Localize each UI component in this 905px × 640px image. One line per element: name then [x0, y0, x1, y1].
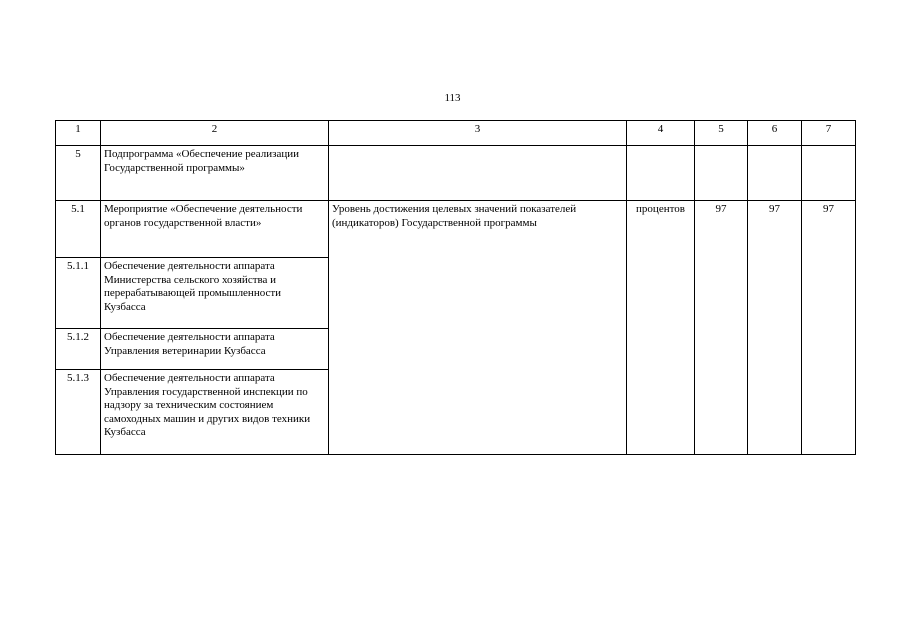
indicator-cell: Уровень достижения целевых значений показателей (индикаторов) Государственной программы	[329, 201, 627, 455]
row-name: Мероприятие «Обеспечение деятельности органов государственной власти»	[101, 201, 329, 258]
row-number: 5.1.2	[56, 329, 101, 370]
header-cell: 1	[56, 121, 101, 146]
page-number: 113	[444, 92, 461, 104]
row-number: 5.1.3	[56, 370, 101, 455]
value-cell: 97	[695, 201, 748, 455]
row-name: Обеспечение деятельности аппарата Министерства сельского хозяйства и перерабатывающей промышленности Кузбасса	[101, 258, 329, 329]
header-cell: 2	[101, 121, 329, 146]
row-name: Обеспечение деятельности аппарата Управления государственной инспекции по надзору за техническим состоянием самоходных машин и других видов техники Кузбасса	[101, 370, 329, 455]
row-number: 5.1	[56, 201, 101, 258]
header-cell: 6	[748, 121, 802, 146]
header-cell: 5	[695, 121, 748, 146]
row-name: Подпрограмма «Обеспечение реализации Государственной программы»	[101, 146, 329, 201]
empty-cell	[627, 146, 695, 201]
table-row	[56, 146, 856, 201]
empty-cell	[748, 146, 802, 201]
table-header-row	[56, 121, 856, 146]
header-cell: 4	[627, 121, 695, 146]
header-cell: 3	[329, 121, 627, 146]
row-number: 5.1.1	[56, 258, 101, 329]
header-cell: 7	[802, 121, 856, 146]
empty-cell	[329, 146, 627, 201]
empty-cell	[695, 146, 748, 201]
unit-cell: процентов	[627, 201, 695, 455]
table-row	[56, 201, 856, 258]
row-name: Обеспечение деятельности аппарата Управления ветеринарии Кузбасса	[101, 329, 329, 370]
indicators-table	[55, 120, 856, 455]
value-cell: 97	[748, 201, 802, 455]
row-number: 5	[56, 146, 101, 201]
empty-cell	[802, 146, 856, 201]
value-cell: 97	[802, 201, 856, 455]
